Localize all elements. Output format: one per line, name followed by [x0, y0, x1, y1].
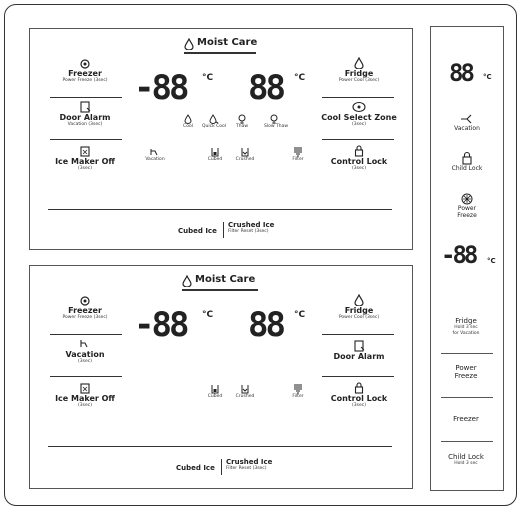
- control-panel-bottom: Moist Care Freezer Power Freeze (3sec) Vacation (3sec) Ice Maker Off (3sec) Fridge Power Cool (3sec) Door Alarm Control Lock (3sec) -88 °C 88 °C Cubed Crushed Filter Cubed Ice Crushed Ice Filter Reset (3sec): [29, 265, 413, 489]
- fridge-button[interactable]: Fridge Power Cool (3sec): [324, 57, 394, 84]
- cool-select-zone-button[interactable]: Cool Select Zone (3sec): [318, 101, 400, 128]
- filter-icon: [293, 147, 303, 157]
- lock-icon: [461, 151, 473, 165]
- freezer-icon: [80, 296, 90, 306]
- side-bottom-display: -88: [441, 241, 476, 269]
- cool-indicator: Cool: [180, 114, 196, 130]
- door-alarm-button[interactable]: Door Alarm Vacation (3sec): [50, 101, 120, 128]
- snowflake-icon: [461, 193, 473, 205]
- droplet-icon: [182, 275, 192, 287]
- slow-thaw-icon: [269, 114, 279, 124]
- cubed-ice-button[interactable]: Cubed Ice: [178, 227, 217, 235]
- fridge-button[interactable]: Fridge Power Cool (3sec): [324, 294, 394, 321]
- vacation-button[interactable]: Vacation (3sec): [50, 338, 120, 365]
- vacation-icon: [79, 338, 91, 350]
- freezer-button[interactable]: Freezer Power Freeze (3sec): [50, 59, 120, 84]
- door-alarm-icon: [353, 340, 365, 352]
- control-lock-button[interactable]: Control Lock (3sec): [324, 382, 394, 409]
- side-top-unit: °C: [483, 73, 492, 81]
- side-bottom-unit: °C: [487, 257, 496, 265]
- ice-maker-off-button[interactable]: Ice Maker Off (3sec): [44, 382, 126, 409]
- crushed-indicator: Crushed: [234, 384, 256, 400]
- vacation-indicator: Vacation: [437, 113, 497, 133]
- freezer-temp-display: -88: [134, 305, 187, 345]
- fridge-temp-display: 88: [248, 68, 283, 108]
- quick-cool-icon: [209, 114, 219, 124]
- vacation-indicator: Vacation: [144, 147, 166, 163]
- filter-indicator: Filter: [290, 384, 306, 400]
- child-lock-button[interactable]: Child Lock Hold 3 sec: [448, 453, 484, 466]
- control-panel-top: Moist Care Freezer Power Freeze (3sec) Door Alarm Vacation (3sec) Ice Maker Off (3sec) Fridge Power Cool (3sec) Cool Select Zone (3sec) Control Lock (3sec) -88 °C 88 °C Cool Quick Cool Thaw Slow Thaw Vacation Cubed Crushed Filter Cubed Ice Crushed Ice Filter Reset (3sec): [29, 28, 413, 250]
- crushed-ice-button[interactable]: Crushed Ice Filter Reset (3sec): [228, 221, 275, 234]
- control-lock-button[interactable]: Control Lock (3sec): [324, 145, 394, 172]
- cubed-ice-icon: [210, 147, 220, 157]
- crushed-ice-icon: [240, 384, 250, 394]
- filter-icon: [293, 384, 303, 394]
- fridge-icon: [354, 57, 364, 69]
- freezer-icon: [80, 59, 90, 69]
- ice-maker-icon: [79, 382, 91, 394]
- filter-indicator: Filter: [290, 147, 306, 163]
- power-freeze-button[interactable]: Power Freeze: [454, 364, 478, 380]
- cubed-ice-icon: [210, 384, 220, 394]
- fridge-button[interactable]: Fridge Hold 3 sec for Vacation: [452, 317, 480, 336]
- lock-icon: [354, 145, 364, 157]
- thaw-indicator: Thaw: [234, 114, 250, 130]
- side-top-display: 88: [449, 59, 472, 87]
- thaw-icon: [237, 114, 247, 124]
- crushed-ice-button[interactable]: Crushed Ice Filter Reset (3sec): [226, 458, 273, 471]
- fridge-icon: [354, 294, 364, 306]
- freezer-temp-unit: °C: [202, 310, 214, 320]
- ice-maker-off-button[interactable]: Ice Maker Off (3sec): [44, 145, 126, 172]
- fridge-temp-unit: °C: [294, 73, 306, 83]
- fridge-temp-unit: °C: [294, 310, 306, 320]
- vacation-icon: [459, 113, 475, 125]
- door-alarm-icon: [79, 101, 91, 113]
- lock-icon: [354, 382, 364, 394]
- door-alarm-button[interactable]: Door Alarm: [320, 340, 398, 361]
- freezer-button[interactable]: Freezer Power Freeze (3sec): [50, 296, 120, 321]
- power-freeze-indicator: Power Freeze: [437, 193, 497, 219]
- crushed-ice-icon: [240, 147, 250, 157]
- side-control-panel: [430, 26, 504, 491]
- freezer-temp-unit: °C: [202, 73, 214, 83]
- ice-maker-icon: [79, 145, 91, 157]
- child-lock-indicator: Child Lock: [437, 151, 497, 173]
- cubed-ice-button[interactable]: Cubed Ice: [176, 464, 215, 472]
- slow-thaw-indicator: Slow Thaw: [264, 114, 284, 130]
- crushed-indicator: Crushed: [234, 147, 256, 163]
- cool-select-icon: [352, 101, 366, 113]
- quick-cool-indicator: Quick Cool: [202, 114, 226, 130]
- fridge-temp-display: 88: [248, 305, 283, 345]
- vacation-icon: [149, 147, 161, 157]
- droplet-icon: [184, 38, 194, 50]
- cubed-indicator: Cubed: [206, 147, 224, 163]
- cool-icon: [184, 114, 192, 124]
- freezer-button[interactable]: Freezer: [453, 415, 479, 423]
- freezer-temp-display: -88: [134, 68, 187, 108]
- cubed-indicator: Cubed: [206, 384, 224, 400]
